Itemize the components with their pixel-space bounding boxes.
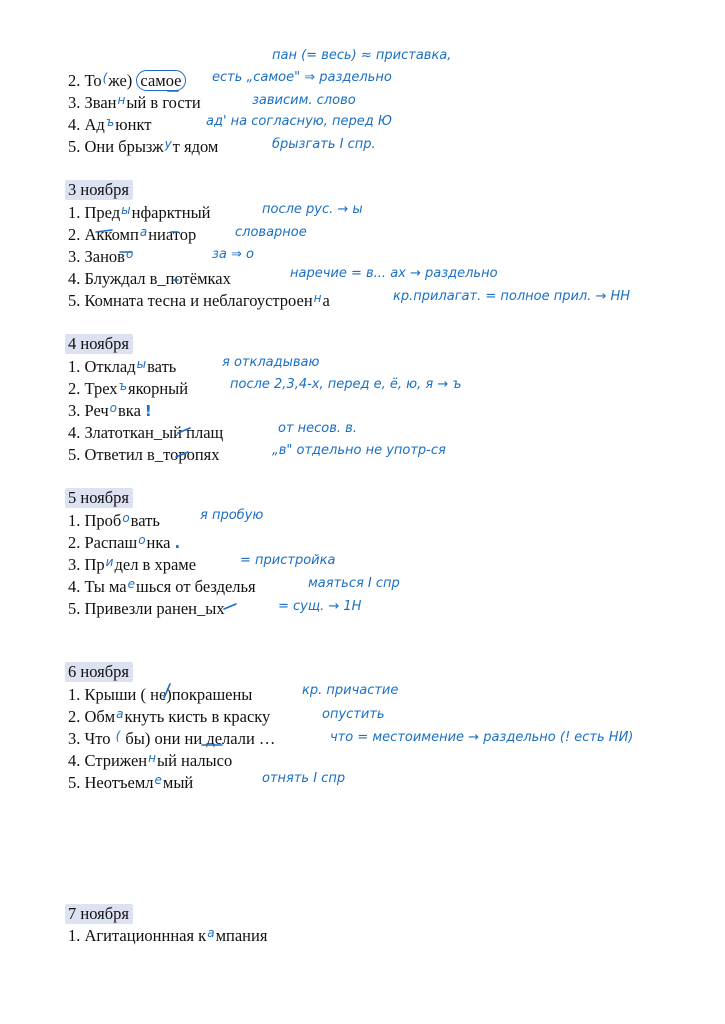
item-text: Обм	[84, 707, 116, 726]
item-text: а	[322, 291, 330, 310]
list-item	[68, 269, 231, 289]
item-number: 5.	[68, 773, 81, 792]
item-text: Пр	[84, 555, 105, 574]
section-date: 5 ноября	[65, 488, 133, 508]
item-text: Реч	[84, 401, 109, 420]
circled-word: самое	[136, 70, 185, 91]
header-note: пан (= весь) ≈ приставка,	[272, 48, 452, 63]
list-item	[68, 93, 201, 114]
item-text: Трех	[84, 379, 118, 398]
list-item	[68, 685, 252, 705]
list-item	[68, 401, 152, 422]
handwritten-note: кр.прилагат. = полное прил. → НН	[393, 289, 631, 304]
item-text: _ый плащ	[153, 423, 224, 442]
handwritten-insert: (	[115, 729, 121, 743]
item-number: 1.	[68, 511, 81, 530]
item-text: шься от безделья	[136, 577, 256, 596]
section-date: 7 ноября	[65, 904, 133, 924]
section-date: 3 ноября	[65, 180, 133, 200]
item-text: якорный	[128, 379, 189, 398]
item-text: т ядом	[172, 137, 219, 156]
item-text: Распаш	[84, 533, 138, 552]
handwritten-note: что = местоимение → раздельно (! есть НИ)	[330, 730, 634, 745]
list-item	[68, 291, 330, 312]
item-text: Агитационнная к	[84, 926, 207, 945]
handwritten-insert: ъ	[118, 379, 128, 393]
item-number: 1.	[68, 357, 81, 376]
handwritten-note: зависим. слово	[252, 93, 356, 108]
item-text: То	[84, 71, 102, 90]
item-text: кнуть кисть в краску	[124, 707, 271, 726]
item-text: вка	[118, 401, 141, 420]
item-number: 2.	[68, 533, 81, 552]
list-item	[68, 533, 180, 554]
list-item	[68, 555, 196, 576]
handwritten-note: от несов. в.	[278, 421, 357, 436]
item-text: бы) они ни делали …	[121, 729, 276, 748]
handwritten-note: за ⇒ о	[212, 247, 254, 262]
item-text: Неотъемл	[84, 773, 154, 792]
list-item	[68, 577, 256, 598]
item-number: 4.	[68, 751, 81, 770]
handwritten-note: брызгать I спр.	[272, 137, 376, 152]
handwritten-note: я пробую	[200, 508, 264, 523]
exclamation-mark: !	[144, 402, 152, 420]
item-text: Златоткан	[84, 423, 154, 442]
item-text: Ты ма	[84, 577, 127, 596]
item-number: 1.	[68, 203, 81, 222]
section-date: 4 ноября	[65, 334, 133, 354]
list-item	[68, 926, 267, 947]
handwritten-insert: н	[117, 93, 126, 107]
handwritten-note: отнять I спр	[262, 771, 346, 786]
item-text: _торопях	[154, 445, 220, 464]
handwritten-insert: и	[105, 555, 114, 569]
list-item	[68, 71, 186, 92]
item-text: мпания	[215, 926, 268, 945]
item-number: 3.	[68, 93, 81, 112]
item-number: 4.	[68, 423, 81, 442]
item-number: 1.	[68, 926, 81, 945]
item-text: Ад	[84, 115, 105, 134]
handwritten-insert: (	[102, 71, 108, 85]
handwritten-note: после 2,3,4-х, перед е, ё, ю, я → ъ	[230, 377, 462, 392]
item-text: Привезли ранен	[84, 599, 197, 618]
item-text: мый	[162, 773, 194, 792]
item-text: Стрижен	[84, 751, 148, 770]
item-text: ый налысо	[156, 751, 233, 770]
handwritten-note: = сущ. → 1Н	[278, 599, 362, 614]
list-item	[68, 379, 188, 400]
handwritten-insert: е	[154, 773, 162, 787]
item-number: 5.	[68, 137, 81, 156]
list-item	[68, 247, 134, 268]
list-item	[68, 707, 270, 728]
item-number: 2.	[68, 379, 81, 398]
handwritten-insert: о	[109, 401, 118, 415]
item-number: 1.	[68, 685, 81, 704]
handwritten-note: есть „самое" ⇒ раздельно	[212, 70, 392, 85]
item-text: дел в храме	[114, 555, 197, 574]
handwritten-note: = пристройка	[240, 553, 336, 568]
item-text: Пред	[84, 203, 121, 222]
item-text: Отклад	[84, 357, 136, 376]
item-text: )покрашены	[166, 685, 253, 704]
item-text: Блуждал в_потёмках	[84, 269, 231, 288]
item-text: Занов	[84, 247, 125, 266]
handwritten-note: ад' на согласную, перед Ю	[206, 114, 392, 129]
handwritten-insert: о	[122, 511, 130, 525]
item-number: 5.	[68, 599, 81, 618]
item-text: нфарктный	[131, 203, 211, 222]
list-item	[68, 773, 193, 794]
handwritten-insert: о	[125, 247, 134, 261]
item-text: ниатор	[148, 225, 197, 244]
list-item	[68, 599, 225, 619]
handwritten-note: после рус. → ы	[262, 202, 363, 217]
handwritten-insert: а	[116, 707, 124, 721]
item-text: вать	[147, 357, 177, 376]
handwritten-note: я откладываю	[222, 355, 320, 370]
item-number: 2.	[68, 225, 81, 244]
handwritten-insert: ъ	[105, 115, 115, 129]
item-text: _ых	[196, 599, 225, 618]
list-item	[68, 751, 232, 772]
handwritten-note: наречие = в... ах → раздельно	[290, 266, 498, 281]
handwritten-note: опустить	[322, 707, 385, 722]
list-item	[68, 511, 160, 532]
list-item	[68, 115, 151, 136]
item-number: 5.	[68, 291, 81, 310]
handwritten-insert: ы	[121, 203, 131, 217]
item-text: же)	[108, 71, 137, 90]
item-text: Зван	[84, 93, 117, 112]
list-item	[68, 445, 220, 465]
item-text: Комната тесна и неблагоустроен	[84, 291, 313, 310]
list-item	[68, 423, 223, 443]
item-number: 3.	[68, 555, 81, 574]
section-date: 6 ноября	[65, 662, 133, 682]
item-text: Ответил в	[84, 445, 155, 464]
handwritten-insert: а	[207, 926, 215, 940]
list-item	[68, 203, 211, 224]
item-text: Что	[84, 729, 115, 748]
item-number: 3.	[68, 729, 81, 748]
handwritten-insert: а	[139, 225, 148, 239]
item-text: вать	[130, 511, 160, 530]
item-text: ый в гости	[126, 93, 201, 112]
list-item	[68, 357, 176, 378]
item-number: 4.	[68, 115, 81, 134]
item-number: 5.	[68, 445, 81, 464]
handwritten-note: кр. причастие	[302, 683, 399, 698]
handwritten-note: „в" отдельно не употр-ся	[272, 443, 446, 458]
list-item	[68, 729, 275, 750]
handwritten-insert: ы	[136, 357, 147, 371]
item-number: 2.	[68, 71, 81, 90]
handwritten-note: маяться I спр	[308, 576, 400, 591]
item-number: 4.	[68, 269, 81, 288]
handwritten-insert: е	[127, 577, 136, 591]
item-text: юнкт	[115, 115, 152, 134]
item-number: 2.	[68, 707, 81, 726]
item-text: Они брызж	[84, 137, 164, 156]
item-number: 3.	[68, 247, 81, 266]
handwritten-insert: н	[313, 291, 322, 305]
item-text: Аккомп	[84, 225, 139, 244]
item-number: 3.	[68, 401, 81, 420]
dot-mark: .	[174, 534, 181, 552]
item-number: 4.	[68, 577, 81, 596]
handwritten-insert: н	[148, 751, 156, 765]
handwritten-note: словарное	[235, 225, 307, 240]
item-text: Проб	[84, 511, 122, 530]
handwritten-insert: о	[138, 533, 146, 547]
item-text: Крыши ( не	[84, 685, 167, 704]
list-item	[68, 225, 196, 246]
handwritten-insert: у	[164, 137, 172, 151]
slash-stroke	[224, 604, 236, 609]
list-item	[68, 137, 218, 158]
item-text: нка	[146, 533, 171, 552]
